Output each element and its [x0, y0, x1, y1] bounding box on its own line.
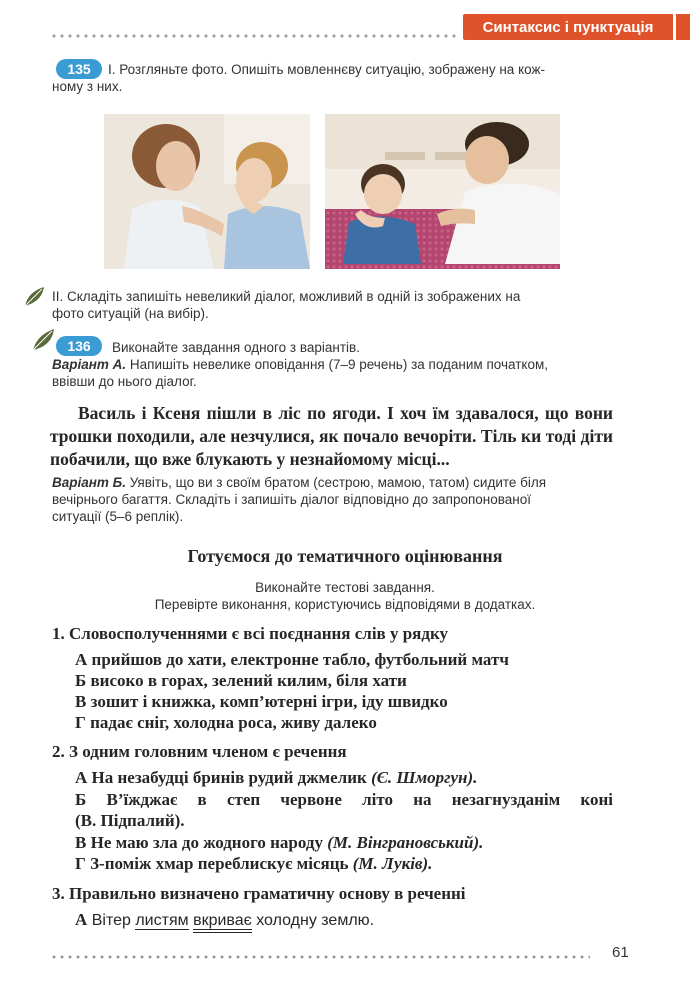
- q1-option-c: [75, 692, 448, 712]
- q2-option-a: [75, 768, 477, 788]
- ex136-variant-b-cont2: ситуації (5–6 реплік).: [52, 509, 184, 524]
- story-text: Василь і Ксеня пішли в ліс по ягоди. І хоч їм здавалося, що вони трошки походили, але незчулися, як почало вечоріти. Тіль ки тоді діти побачили, що вже блукають у незнайомому місці...: [50, 403, 613, 469]
- q1-option-a: [75, 650, 509, 670]
- ex136-variant-a: [52, 356, 548, 373]
- option-letter: А: [75, 650, 88, 669]
- ex135-task2-cont: фото ситуацій (на вибір).: [52, 306, 209, 321]
- photo-father-and-son: [325, 114, 560, 269]
- option-author: (М. Луків).: [352, 854, 433, 873]
- option-text: прийшов до хати, електронне табло, футбольний матч: [87, 650, 509, 669]
- test-section-title: Готуємося до тематичного оцінювання: [187, 546, 503, 566]
- variant-a-text: Напишіть невелике оповідання (7–9 речень) за поданим початком,: [126, 357, 549, 372]
- option-letter: А: [75, 768, 88, 787]
- variant-b-label: Варіант Б.: [52, 475, 126, 490]
- q3-option-a: [75, 910, 374, 930]
- question-3: 3. Правильно визначено граматичну основу в реченні: [52, 884, 466, 903]
- leaf-icon: [22, 284, 48, 310]
- variant-b-text: Уявіть, що ви з своїм братом (сестрою, мамою, татом) сидите біля: [125, 475, 547, 490]
- photo-father-and-son-illustration: [325, 114, 560, 269]
- option-text: Не маю зла до жодного народу: [86, 833, 328, 852]
- question-1: 1. Словосполученнями є всі поєднання слів у рядку: [52, 624, 449, 643]
- section-header-tab: [463, 14, 673, 40]
- option-text: високо в горах, зелений килим, біля хати: [86, 671, 407, 690]
- ex136-variant-b: [52, 474, 546, 491]
- option-letter: В: [75, 833, 87, 852]
- option-letter: В: [75, 692, 87, 711]
- option-text: падає сніг, холодна роса, живу далеко: [85, 713, 377, 732]
- q2-option-d: [75, 854, 432, 874]
- q2-option-b: [75, 790, 613, 810]
- exercise-135-badge: [56, 59, 102, 79]
- header-edge-bar: [676, 14, 690, 40]
- page-number: 61: [612, 944, 629, 961]
- ex135-task1: I. Розгляньте фото. Опишіть мовленнєву ситуацію, зображену на кож-: [108, 62, 546, 77]
- ex135-task2: II. Складіть запишіть невеликий діалог, можливий в одній із зображених на: [52, 289, 521, 304]
- option-letter: Г: [75, 713, 86, 732]
- photo-mother-and-son-illustration: [104, 114, 310, 269]
- ex136-instruction: Виконайте завдання одного з варіантів.: [112, 340, 360, 355]
- footer-dotted-line: [50, 955, 590, 959]
- ex136-variant-b-cont1: вечірнього багаття. Складіть і запишіть діалог відповідно до запропонованої: [52, 492, 531, 507]
- section-title-text: Синтаксис і пунктуація: [482, 18, 654, 36]
- option-letter: Б: [75, 671, 87, 690]
- q2-option-b-author: (В. Підпалий).: [75, 811, 185, 830]
- exercise-number: 135: [67, 61, 91, 77]
- option-letter: Б: [75, 790, 87, 809]
- exercise-number: 136: [67, 338, 91, 354]
- story-beginning: [50, 402, 613, 471]
- option-text: зошит і книжка, комп’ютерні ігри, іду швидко: [86, 692, 448, 711]
- underlined-subject: листям: [135, 912, 189, 929]
- ex135-task1-cont: ному з них.: [52, 79, 123, 94]
- double-underlined-predicate: вкриває: [193, 912, 252, 933]
- option-letter: А: [75, 910, 88, 929]
- test-instruction-2: Перевірте виконання, користуючись відповідями в додатках.: [154, 597, 536, 612]
- option-text: З-поміж хмар переблискує місяць: [85, 854, 353, 873]
- option-letter: Г: [75, 854, 86, 873]
- question-2: 2. З одним головним членом є речення: [52, 742, 347, 761]
- q2-option-c: [75, 833, 483, 853]
- option-text: В’їжджає в степ червоне літо на незагнузданім коні: [86, 790, 613, 809]
- test-instruction-1: Виконайте тестові завдання.: [255, 580, 435, 595]
- exercise-136-badge: [56, 336, 102, 356]
- variant-a-label: Варіант А.: [52, 357, 127, 372]
- option-author: (Є. Шморгун).: [371, 768, 478, 787]
- option-text: Вітер: [87, 912, 136, 929]
- q1-option-b: [75, 671, 407, 691]
- option-text: На незабудці бринів рудий джмелик: [87, 768, 372, 787]
- ex136-variant-a-cont: ввівши до нього діалог.: [52, 374, 197, 389]
- option-author: (М. Вінграновський).: [327, 833, 484, 852]
- q1-option-d: [75, 713, 377, 733]
- photo-mother-and-son: [104, 114, 310, 269]
- option-text: холодну землю.: [251, 912, 375, 929]
- leaf-icon: [30, 326, 58, 354]
- header-dotted-line: [50, 34, 460, 38]
